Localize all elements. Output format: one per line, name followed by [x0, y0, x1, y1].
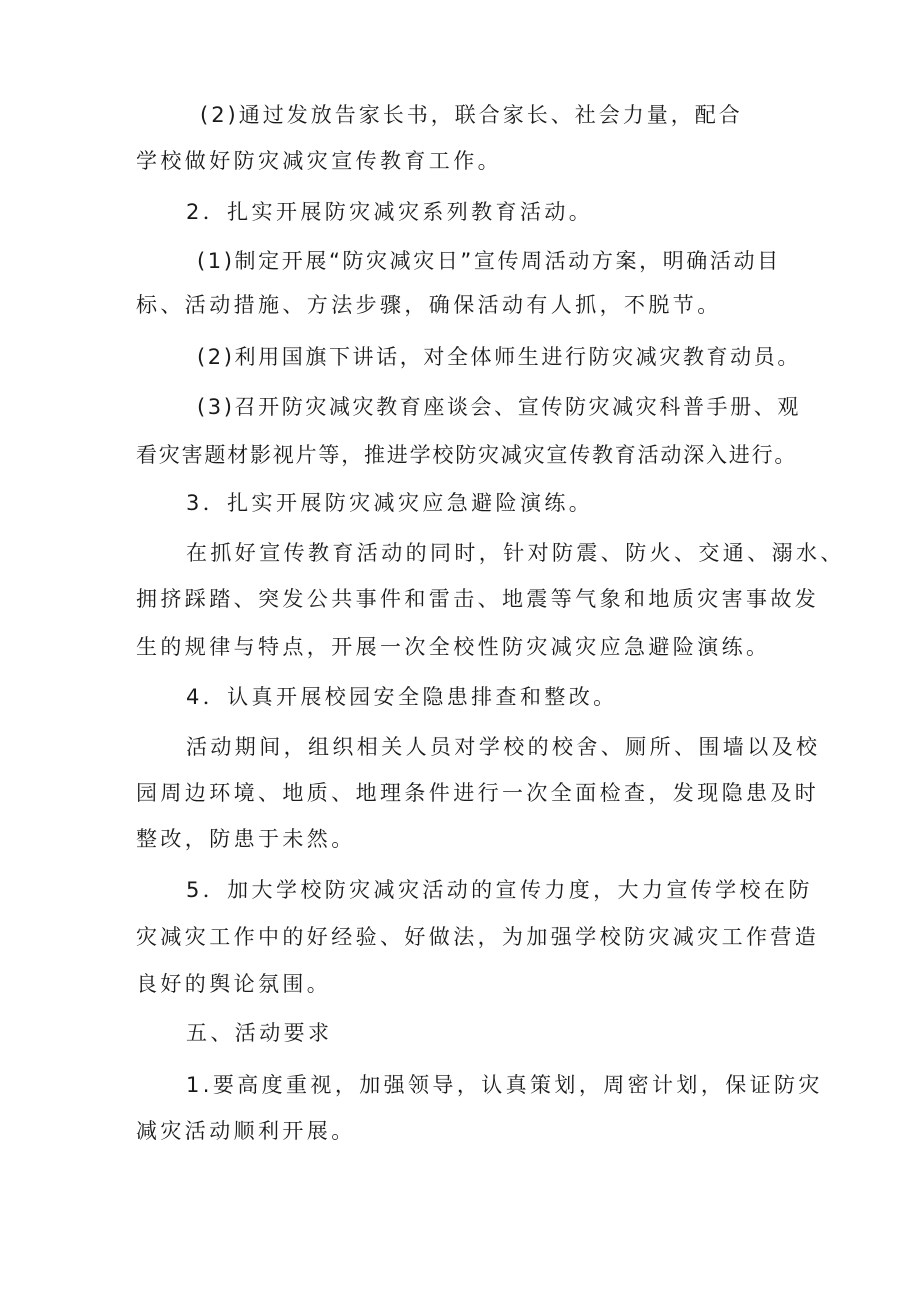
- text-line: 活动期间，组织相关人员对学校的校舍、厕所、围墙以及校: [186, 735, 821, 759]
- section-heading: 4．认真开展校园安全隐患排查和整改。: [186, 685, 618, 709]
- text-line: 减灾活动顺利开展。: [136, 1119, 356, 1143]
- text-line: 看灾害题材影视片等，推进学校防灾减灾宣传教育活动深入进行。: [136, 443, 798, 467]
- section-heading: 3．扎实开展防灾减灾应急避险演练。: [186, 491, 594, 515]
- text-line: 良好的舆论氛围。: [136, 972, 332, 996]
- text-line: 整改，防患于未然。: [136, 827, 356, 851]
- text-line: 学校做好防灾减灾宣传教育工作。: [136, 149, 502, 173]
- text-line: 拥挤踩踏、突发公共事件和雷击、地震等气象和地质灾害事故发: [136, 587, 820, 611]
- text-line: 园周边环境、地质、地理条件进行一次全面检查，发现隐患及时: [136, 781, 820, 805]
- text-line: 生的规律与特点，开展一次全校性防灾减灾应急避险演练。: [136, 635, 771, 659]
- section-heading: 5．加大学校防灾减灾活动的宣传力度，大力宣传学校在防: [186, 878, 813, 902]
- text-line: (3)召开防灾减灾教育座谈会、宣传防灾减灾科普手册、观: [197, 395, 801, 419]
- chapter-heading: 五、活动要求: [186, 1021, 333, 1045]
- text-line: (2)通过发放告家长书，联合家长、社会力量，配合: [200, 103, 743, 127]
- text-line: 标、活动措施、方法步骤，确保活动有人抓，不脱节。: [136, 293, 722, 317]
- text-line: 1.要高度重视，加强领导，认真策划，周密计划，保证防灾: [186, 1073, 823, 1097]
- section-heading: 2．扎实开展防灾减灾系列教育活动。: [186, 200, 594, 224]
- text-line: (2)利用国旗下讲话，对全体师生进行防灾减灾教育动员。: [197, 345, 801, 369]
- text-line: 灾减灾工作中的好经验、好做法，为加强学校防灾减灾工作营造: [136, 925, 820, 949]
- text-line: 在抓好宣传教育活动的同时，针对防震、防火、交通、溺水、: [186, 541, 845, 565]
- text-line: (1)制定开展“防灾减灾日”宣传周活动方案，明确活动目: [197, 249, 781, 273]
